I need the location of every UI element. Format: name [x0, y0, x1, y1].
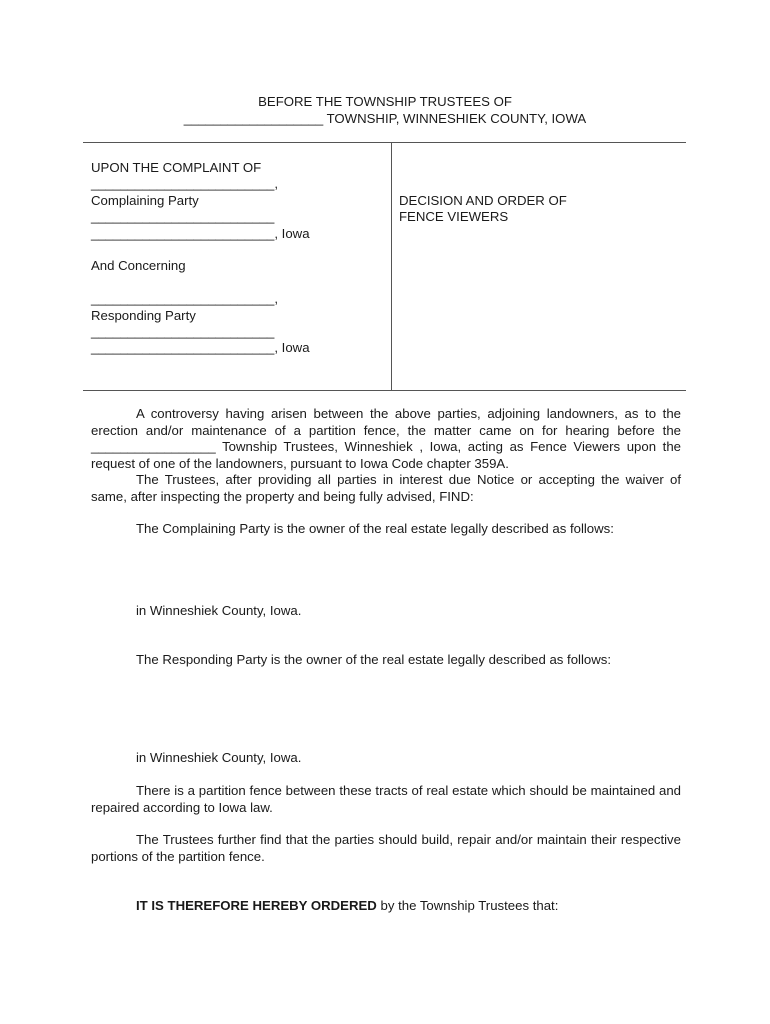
- and-concerning-label: And Concerning: [91, 258, 186, 274]
- complaint-of-label: UPON THE COMPLAINT OF: [91, 160, 262, 175]
- complaining-owner-section: [91, 521, 681, 538]
- order-heading-rest: by the Township Trustees that:: [376, 898, 559, 913]
- respondent-name-blank: _________________________,: [91, 291, 279, 307]
- order-section: [91, 898, 681, 915]
- order-statement: [91, 898, 681, 915]
- responding-owner-section: [91, 652, 681, 669]
- caption-divider: [391, 143, 392, 390]
- respondent-address-blank-2: _________________________, Iowa: [91, 340, 310, 356]
- responding-owner-statement: The Responding Party is the owner of the real estate legally described as follows:: [136, 652, 612, 667]
- caption-parties: [91, 160, 381, 357]
- trustees-further-find-section: [91, 832, 681, 865]
- complainant-address-blank-1: _________________________: [91, 209, 275, 225]
- county-line-2-section: [91, 750, 681, 767]
- respondent-address-blank-1: _________________________: [91, 323, 275, 339]
- county-statement-2: in Winneshiek County, Iowa.: [136, 750, 302, 765]
- complaining-party-label: Complaining Party: [91, 192, 199, 208]
- county-line-1-section: [91, 603, 681, 620]
- trustees-find-paragraph: The Trustees, after providing all parties in interest due Notice or accepting the waiver of same, after inspecting the property and being fully advised, FIND:: [91, 472, 681, 504]
- trustees-further-find-paragraph: The Trustees further find that the parties should build, repair and/or maintain their respective portions of the partition fence.: [91, 832, 681, 864]
- complaining-owner-statement: The Complaining Party is the owner of the real estate legally described as follows:: [136, 521, 614, 536]
- partition-fence-section: [91, 783, 681, 816]
- case-caption: [83, 142, 686, 391]
- document-heading: [0, 94, 770, 127]
- county-statement-1: in Winneshiek County, Iowa.: [136, 603, 302, 618]
- complainant-address-blank-2: _________________________, Iowa: [91, 225, 310, 241]
- responding-party-label: Responding Party: [91, 307, 196, 323]
- document-title-line-1: DECISION AND ORDER OF: [399, 193, 567, 208]
- order-heading-bold: IT IS THEREFORE HEREBY ORDERED: [136, 898, 377, 913]
- controversy-paragraph: A controversy having arisen between the above parties, adjoining landowners, as to the erection and/or maintenance of a partition fence, the matter came on for hearing before the _________________ Township Trustees, Winneshiek , Iowa, acting as Fence Viewers upon the request of one of the landowners, pursuant to Iowa Code chapter 359A.: [91, 406, 681, 471]
- document-title-line-2: FENCE VIEWERS: [399, 209, 509, 225]
- caption-document-title: [399, 193, 679, 226]
- heading-line-2: ___________________ TOWNSHIP, WINNESHIEK COUNTY, IOWA: [183, 110, 587, 126]
- complainant-name-blank: _________________________,: [91, 176, 279, 192]
- partition-fence-paragraph: There is a partition fence between these tracts of real estate which should be maintained and repaired according to Iowa law.: [91, 783, 681, 815]
- body-findings-intro: [91, 406, 681, 505]
- heading-line-1: BEFORE THE TOWNSHIP TRUSTEES OF: [258, 94, 512, 109]
